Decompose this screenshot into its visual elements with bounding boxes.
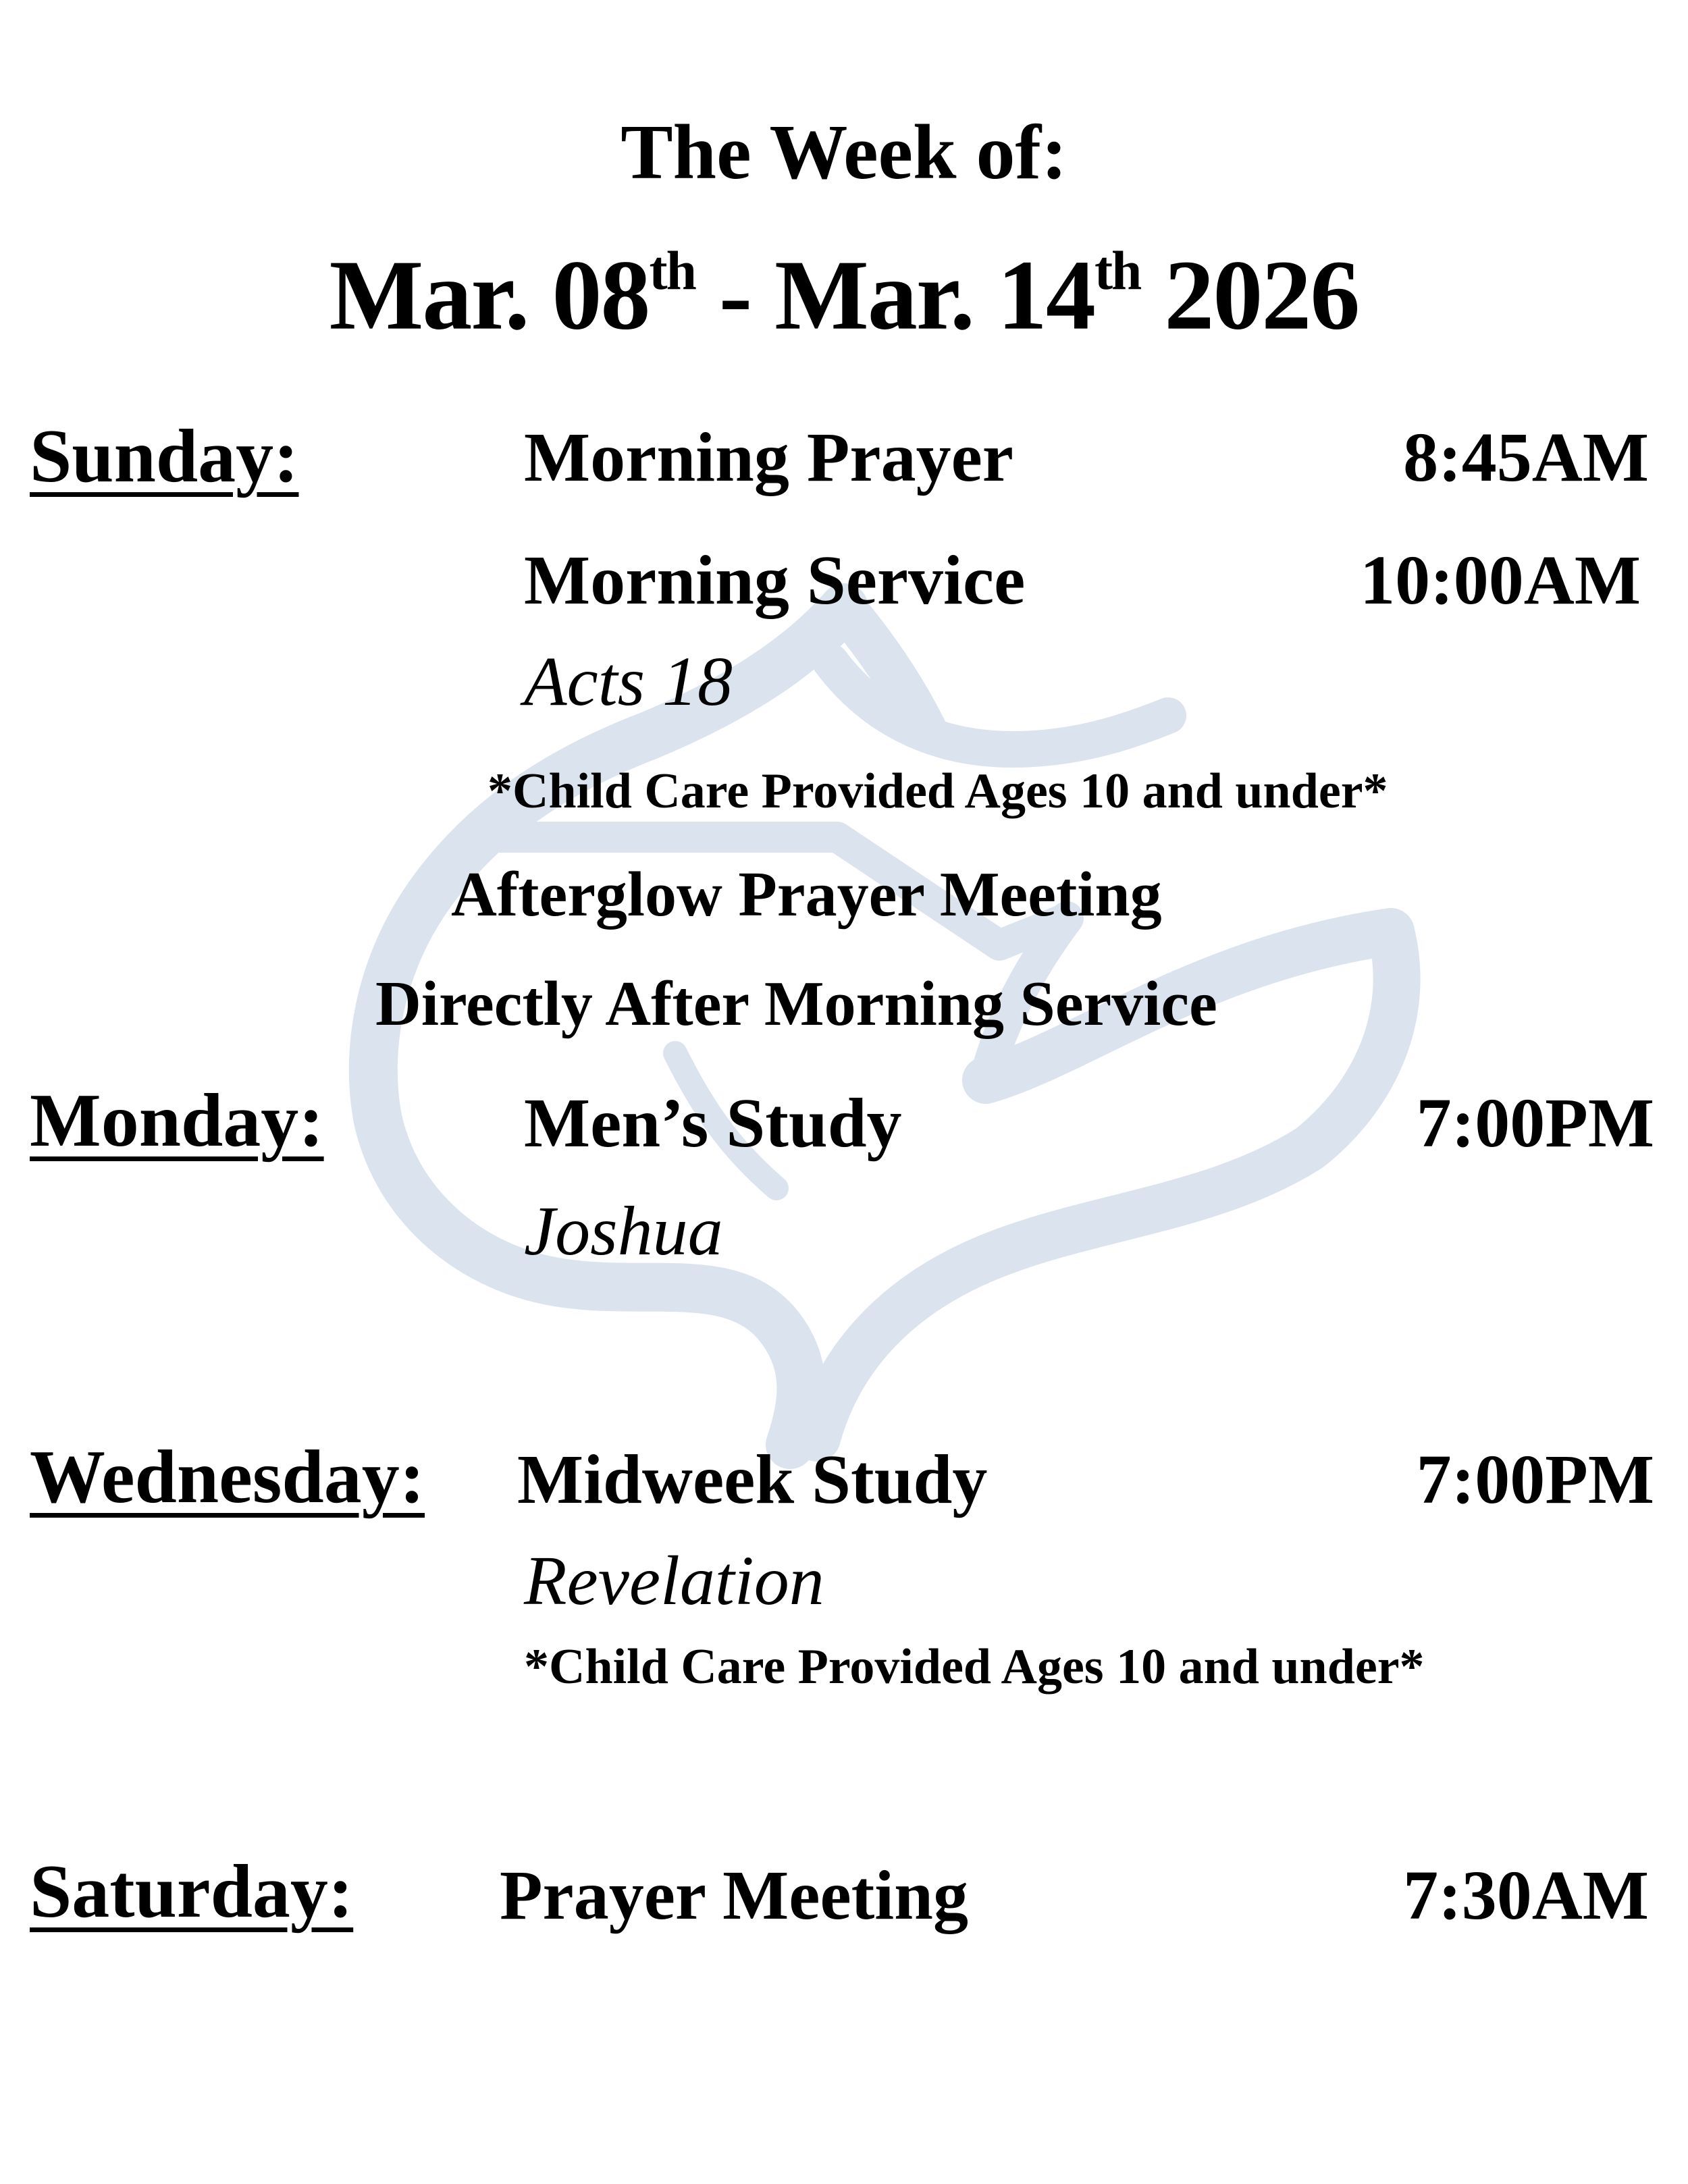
date-separator: -	[695, 240, 775, 351]
time-midweek-study: 7:00PM	[1416, 1441, 1654, 1518]
date-start: Mar. 08	[329, 240, 650, 351]
time-morning-service: 10:00AM	[1360, 541, 1641, 619]
day-wednesday: Wednesday:	[30, 1435, 425, 1519]
afterglow-detail: Directly After Morning Service	[375, 969, 1217, 1039]
date-end-suffix: th	[1094, 240, 1141, 301]
day-monday: Monday:	[30, 1079, 324, 1163]
event-prayer-meeting: Prayer Meeting	[500, 1857, 968, 1934]
time-mens-study: 7:00PM	[1416, 1084, 1654, 1162]
event-morning-service: Morning Service	[524, 541, 1026, 619]
passage-acts: Acts 18	[524, 643, 733, 720]
time-morning-prayer: 8:45AM	[1403, 419, 1649, 496]
event-midweek-study: Midweek Study	[517, 1441, 988, 1518]
passage-revelation: Revelation	[524, 1542, 824, 1620]
event-mens-study: Men’s Study	[524, 1084, 902, 1162]
time-prayer-meeting: 7:30AM	[1403, 1857, 1649, 1934]
event-morning-prayer: Morning Prayer	[524, 419, 1013, 496]
date-year: 2026	[1140, 240, 1359, 351]
date-end: Mar. 14	[774, 240, 1094, 351]
afterglow-title: Afterglow Prayer Meeting	[451, 859, 1162, 930]
passage-joshua: Joshua	[524, 1192, 723, 1270]
date-start-suffix: th	[649, 240, 695, 301]
date-range	[0, 240, 1688, 351]
childcare-note-sunday: *Child Care Provided Ages 10 and under*	[487, 764, 1388, 819]
page-title: The Week of:	[621, 109, 1067, 196]
day-saturday: Saturday:	[30, 1850, 354, 1934]
childcare-note-wednesday: *Child Care Provided Ages 10 and under*	[524, 1639, 1425, 1695]
day-sunday: Sunday:	[30, 415, 299, 498]
